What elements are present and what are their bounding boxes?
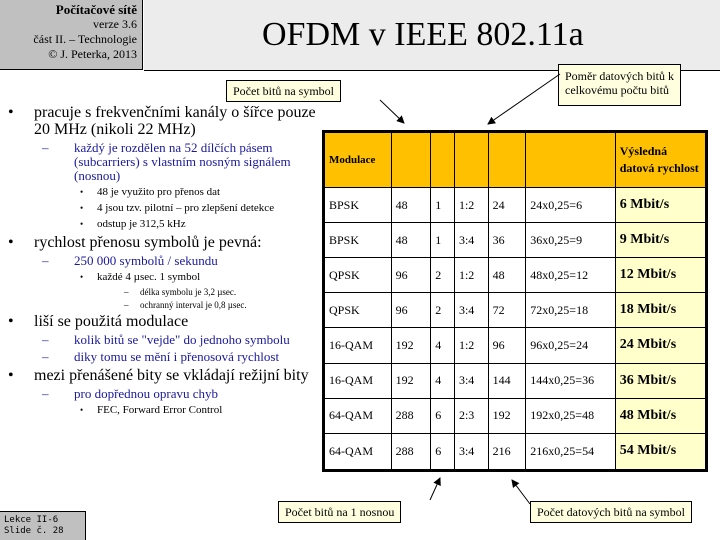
table-row [324,398,707,433]
bullet-error-correction: – pro dopřednou opravu chyb [8,387,318,401]
cell-data-bits: 96 [488,328,526,363]
bullet-data-carriers: • 48 je využito pro přenos dat [8,186,318,198]
callout-data-ratio [558,64,681,106]
cell-bits: 288 [391,398,431,433]
cell-rate: 18 Mbit/s [615,293,706,328]
cell-modulation: BPSK [324,188,392,223]
bullet-guard-interval: – ochranný interval je 0,8 µsec. [8,300,318,310]
course-info-box [0,0,143,70]
bullet-pilot-carriers: • 4 jsou tzv. pilotní – pro zlepšení detekce [8,202,318,214]
callout-data-ratio-line2: celkovému počtu bitů [565,83,669,97]
ofdm-rate-table [322,130,708,472]
cell-data-bits: 72 [488,293,526,328]
cell-calc: 24x0,25=6 [526,188,615,223]
cell-rate: 48 Mbit/s [615,398,706,433]
cell-ratio: 1:2 [454,258,488,293]
cell-data-bits: 48 [488,258,526,293]
cell-modulation: 16-QAM [324,363,392,398]
cell-bits: 288 [391,433,431,470]
cell-ratio: 3:4 [454,363,488,398]
cell-rate: 9 Mbit/s [615,223,706,258]
bullet-spacing: • odstup je 312,5 kHz [8,218,318,230]
bullet-modulation: • liší se použitá modulace [8,313,318,330]
table-row [324,188,707,223]
cell-bits-per-carrier: 6 [431,398,455,433]
cell-bits-per-carrier: 6 [431,433,455,470]
cell-data-bits: 24 [488,188,526,223]
table-row [324,363,707,398]
header-bits-per-carrier [431,132,455,188]
cell-ratio: 3:4 [454,433,488,470]
cell-bits-per-carrier: 2 [431,258,455,293]
arrow-bits-per-symbol [380,100,404,123]
table-row [324,223,707,258]
header-data-bits [488,132,526,188]
cell-bits: 192 [391,328,431,363]
bullet-symbol-rate: • rychlost přenosu symbolů je pevná: [8,234,318,251]
course-author: © J. Peterka, 2013 [48,47,137,61]
header-ratio [454,132,488,188]
cell-calc: 144x0,25=36 [526,363,615,398]
header-modulation: Modulace [324,132,392,188]
cell-rate: 54 Mbit/s [615,433,706,470]
callout-data-ratio-line1: Poměr datových bitů k [565,69,674,83]
cell-data-bits: 36 [488,223,526,258]
cell-bits-per-carrier: 1 [431,223,455,258]
arrow-bits-per-carrier [430,478,440,500]
bullet-symbols-per-second: – 250 000 symbolů / sekundu [8,254,318,268]
slide-title: OFDM v IEEE 802.11a [262,16,584,53]
cell-ratio: 2:3 [454,398,488,433]
bullet-overhead-bits: • mezi přenášené bity se vkládají režijní bity [8,367,318,384]
cell-data-bits: 192 [488,398,526,433]
cell-bits: 192 [391,363,431,398]
slide-footer [0,511,86,540]
arrow-data-bits-per-symbol [512,480,530,504]
lesson-label: Lekce II-6 [4,515,59,525]
cell-bits: 96 [391,258,431,293]
table-header-row [324,132,707,188]
cell-bits-per-carrier: 4 [431,328,455,363]
bullet-symbol-period: • každé 4 µsec. 1 symbol [8,271,318,283]
callout-bits-per-carrier: Počet bitů na 1 nosnou [278,501,401,523]
course-part: část II. – Technologie [33,32,137,46]
cell-rate: 12 Mbit/s [615,258,706,293]
course-version: verze 3.6 [93,17,137,31]
cell-bits: 96 [391,293,431,328]
callout-data-bits-per-symbol: Počet datových bitů na symbol [530,501,692,523]
bullet-channels: • pracuje s frekvenčními kanály o šířce pouze 20 MHz (nikoli 22 MHz) [8,104,318,138]
cell-bits-per-carrier: 4 [431,363,455,398]
callout-bits-per-symbol: Počet bitů na symbol [226,80,341,102]
cell-calc: 48x0,25=12 [526,258,615,293]
cell-rate: 6 Mbit/s [615,188,706,223]
course-name: Počítačové sítě [55,2,137,17]
table-row [324,258,707,293]
table-row [324,433,707,470]
cell-modulation: 64-QAM [324,398,392,433]
cell-modulation: 16-QAM [324,328,392,363]
header-calc [526,132,615,188]
cell-calc: 36x0,25=9 [526,223,615,258]
cell-calc: 96x0,25=24 [526,328,615,363]
bullet-subcarriers: – každý je rozdělen na 52 dílčích pásem (subcarriers) s vlastním nosným signálem (nosnou) [8,141,318,183]
bullet-bits-per-symbol: – kolik bitů se "vejde" do jednoho symbolu [8,333,318,347]
header-rate: Výsledná datová rychlost [615,132,706,188]
cell-rate: 24 Mbit/s [615,328,706,363]
cell-data-bits: 216 [488,433,526,470]
cell-ratio: 1:2 [454,188,488,223]
bullet-symbol-length: – délka symbolu je 3,2 µsec. [8,287,318,297]
table-row [324,328,707,363]
cell-modulation: QPSK [324,293,392,328]
slide-number: Slide č. 28 [4,526,64,536]
cell-bits: 48 [391,188,431,223]
cell-data-bits: 144 [488,363,526,398]
cell-bits: 48 [391,223,431,258]
cell-modulation: QPSK [324,258,392,293]
header-bits [391,132,431,188]
arrow-data-ratio [488,74,560,124]
cell-modulation: 64-QAM [324,433,392,470]
cell-bits-per-carrier: 1 [431,188,455,223]
bullet-fec: • FEC, Forward Error Control [8,404,318,416]
cell-calc: 216x0,25=54 [526,433,615,470]
cell-bits-per-carrier: 2 [431,293,455,328]
table-row [324,293,707,328]
cell-ratio: 1:2 [454,328,488,363]
cell-calc: 72x0,25=18 [526,293,615,328]
cell-ratio: 3:4 [454,223,488,258]
cell-modulation: BPSK [324,223,392,258]
cell-ratio: 3:4 [454,293,488,328]
bullet-list [8,104,318,420]
cell-calc: 192x0,25=48 [526,398,615,433]
cell-rate: 36 Mbit/s [615,363,706,398]
bullet-rate-change: – diky tomu se mění i přenosová rychlost [8,350,318,364]
